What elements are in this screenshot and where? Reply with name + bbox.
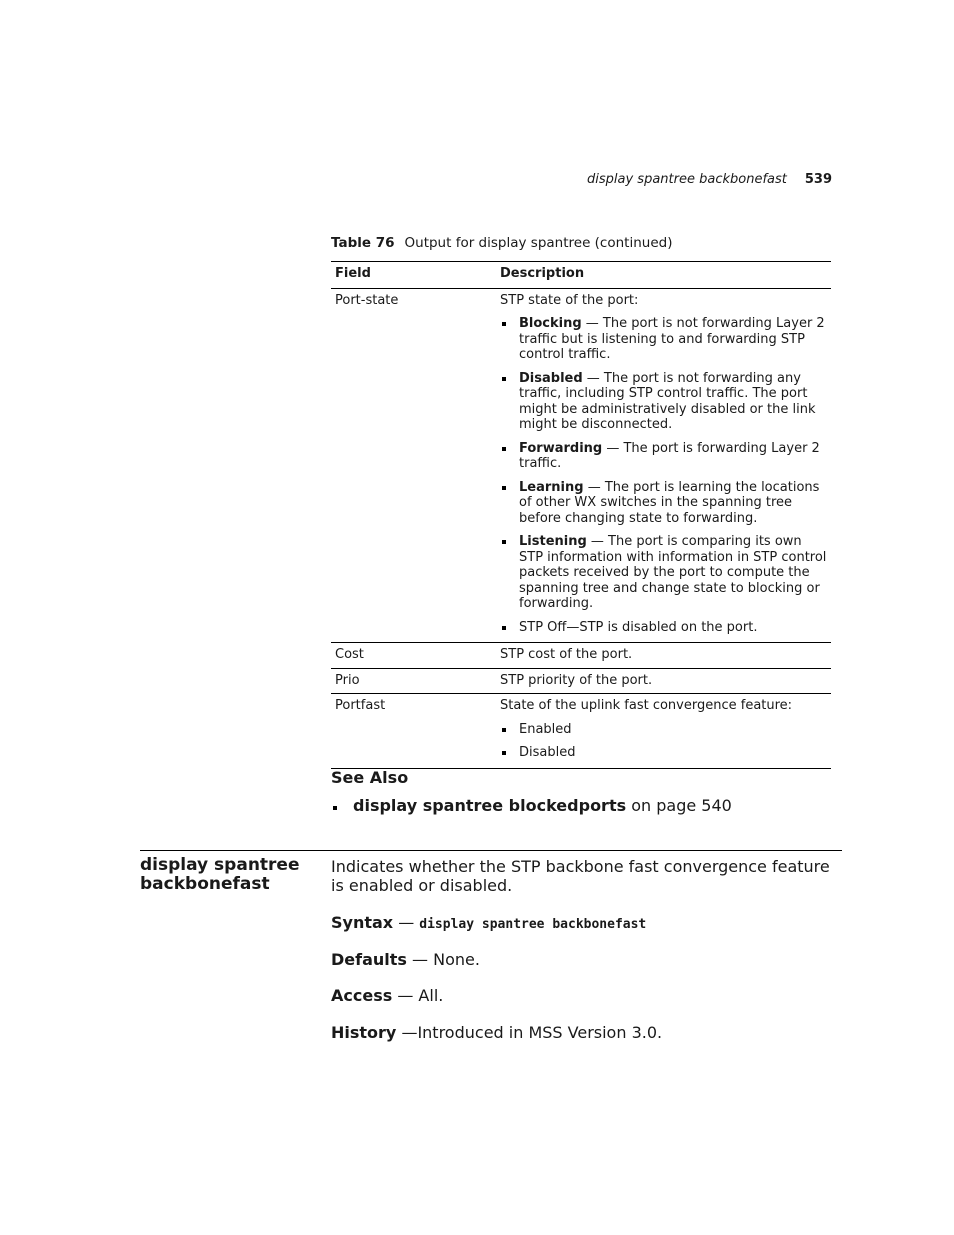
- bullet-icon: [502, 486, 506, 490]
- bullet-icon: [502, 728, 506, 732]
- description-text: STP state of the port:: [500, 292, 639, 308]
- section-intro: Indicates whether the STP backbone fast convergence feature is enabled or disabled.: [331, 857, 830, 895]
- state-term: Forwarding: [519, 440, 603, 456]
- table-header-row: [331, 262, 831, 289]
- description-cell: [496, 668, 831, 694]
- see-also-page-ref: on page 540: [626, 796, 732, 815]
- description-cell: [496, 694, 831, 769]
- bullet-icon: [502, 322, 506, 326]
- description-cell: [496, 288, 831, 643]
- list-item: [500, 722, 827, 738]
- field-cell: Cost: [331, 643, 496, 669]
- list-item: [500, 441, 827, 472]
- table-body: [331, 288, 831, 768]
- state-term: Blocking: [519, 316, 582, 331]
- state-description: Enabled: [519, 721, 572, 737]
- state-description: Disabled: [519, 745, 576, 760]
- access-text: — All.: [392, 986, 444, 1005]
- column-header: Description: [496, 262, 831, 289]
- running-title: display spantree backbonefast: [587, 172, 787, 187]
- access-label: Access: [331, 986, 393, 1005]
- column-header: Field: [331, 262, 496, 289]
- see-also-item: [331, 796, 732, 815]
- state-term: Listening: [519, 534, 587, 549]
- state-term: Disabled: [519, 370, 583, 386]
- see-also-heading: See Also: [331, 768, 409, 787]
- table-caption-text: Output for display spantree (continued): [404, 235, 673, 251]
- page-number: 539: [804, 172, 832, 187]
- list-item: [500, 480, 827, 527]
- bullet-icon: [502, 751, 506, 755]
- state-term: Learning: [519, 479, 584, 495]
- bullet-icon: [502, 447, 506, 451]
- field-cell: Portfast: [331, 694, 496, 769]
- history-line: [331, 1023, 662, 1042]
- table-caption: [331, 235, 672, 251]
- description-text: STP priority of the port.: [500, 672, 653, 688]
- state-description: — The port is not forwarding any traffic, including STP control traffic. The port might be administratively disabled or the link might be disconnected.: [519, 370, 816, 432]
- history-label: History: [331, 1023, 397, 1042]
- defaults-label: Defaults: [331, 950, 407, 969]
- list-item: [500, 620, 827, 636]
- description-text: STP cost of the port.: [500, 647, 633, 662]
- state-description: — The port is comparing its own STP information with information in STP control packets received by the port to compute the spanning tree and change state to blocking or forwarding.: [519, 534, 827, 611]
- history-text: —Introduced in MSS Version 3.0.: [396, 1023, 663, 1042]
- table-row: [331, 643, 831, 669]
- syntax-label: Syntax: [331, 913, 394, 932]
- output-table: [331, 261, 831, 769]
- table-row: [331, 288, 831, 643]
- bullet-icon: [502, 540, 506, 544]
- field-cell: Prio: [331, 668, 496, 694]
- table-row: [331, 694, 831, 769]
- table-number: Table 76: [331, 235, 395, 251]
- state-description: STP Off—STP is disabled on the port.: [519, 619, 758, 635]
- field-cell: Port-state: [331, 288, 496, 643]
- defaults-line: [331, 950, 480, 969]
- state-description: — The port is forwarding Layer 2 traffic.: [519, 440, 820, 471]
- description-text: State of the uplink fast convergence feature:: [500, 698, 793, 713]
- defaults-text: — None.: [406, 950, 480, 969]
- state-list: [500, 316, 827, 635]
- syntax-command: display spantree backbonefast: [419, 917, 647, 932]
- list-item: [500, 745, 827, 761]
- syntax-separator: —: [393, 913, 420, 932]
- list-item: [500, 371, 827, 433]
- description-cell: [496, 643, 831, 669]
- list-item: [500, 316, 827, 363]
- state-list: [500, 722, 827, 761]
- bullet-icon: [502, 377, 506, 381]
- section-divider: [140, 850, 842, 851]
- page-header: [587, 172, 832, 187]
- syntax-line: [331, 913, 646, 932]
- bullet-icon: [502, 626, 506, 630]
- list-item: [500, 534, 827, 612]
- section-heading: display spantree backbonefast: [140, 855, 300, 894]
- see-also-link[interactable]: display spantree blockedports: [353, 796, 627, 815]
- state-description: — The port is not forwarding Layer 2 traffic but is listening to and forwarding STP control traffic.: [519, 316, 825, 362]
- state-description: — The port is learning the locations of other WX switches in the spanning tree before changing state to forwarding.: [519, 479, 820, 526]
- table-row: [331, 668, 831, 694]
- bullet-icon: [333, 806, 337, 810]
- access-line: [331, 986, 443, 1005]
